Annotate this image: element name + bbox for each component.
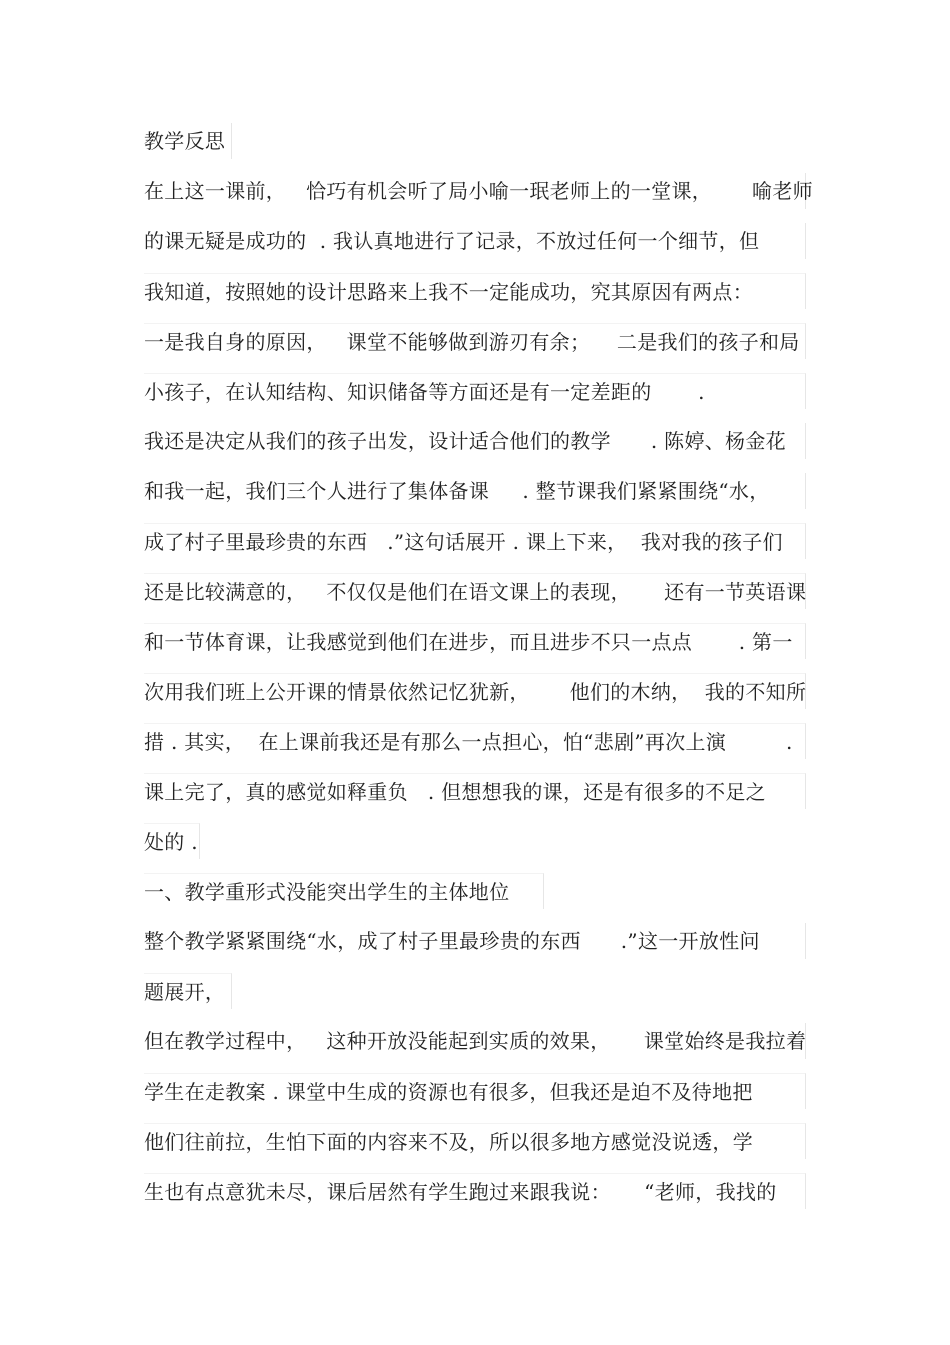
text-line: 我知道，按照她的设计思路来上我不一定能成功，究其原因有两点： (144, 273, 806, 309)
text-line: 措 . 其实， 在上课前我还是有那么一点担心，怕“悲剧”再次上演 . (144, 723, 806, 759)
text-line: 和我一起，我们三个人进行了集体备课 . 整节课我们紧紧围绕“水， (144, 473, 806, 509)
text-line: 在上这一课前， 恰巧有机会听了局小喻一珉老师上的一堂课， 喻老师 (144, 173, 806, 209)
text-line: 课上完了，真的感觉如释重负 . 但想想我的课，还是有很多的不足之 (144, 773, 806, 809)
text-line: 学生在走教案 . 课堂中生成的资源也有很多，但我还是迫不及待地把 (144, 1073, 806, 1109)
text-line: 一是我自身的原因， 课堂不能够做到游刃有余； 二是我们的孩子和局 (144, 323, 806, 359)
text-line: 次用我们班上公开课的情景依然记忆犹新， 他们的木纳， 我的不知所 (144, 673, 806, 709)
text-line: 还是比较满意的， 不仅仅是他们在语文课上的表现， 还有一节英语课 (144, 573, 806, 609)
text-line: 和一节体育课，让我感觉到他们在进步，而且进步不只一点点 . 第一 (144, 623, 806, 659)
text-line: 他们往前拉，生怕下面的内容来不及，所以很多地方感觉没说透，学 (144, 1123, 806, 1159)
text-line: 成了村子里最珍贵的东西 .”这句话展开 . 课上下来， 我对我的孩子们 (144, 523, 806, 559)
text-line: 小孩子，在认知结构、知识储备等方面还是有一定差距的 . (144, 373, 806, 409)
section-heading: 一、教学重形式没能突出学生的主体地位 (144, 873, 544, 909)
text-line: 我还是决定从我们的孩子出发，设计适合他们的教学 . 陈婷、杨金花 (144, 423, 806, 459)
text-line: 处的 . (144, 823, 200, 859)
text-line: 生也有点意犹未尽，课后居然有学生跑过来跟我说： “老师，我找的 (144, 1173, 806, 1209)
text-line: 题展开， (144, 973, 232, 1009)
text-line: 整个教学紧紧围绕“水，成了村子里最珍贵的东西 .”这一开放性问 (144, 923, 806, 959)
document-title: 教学反思 (144, 123, 232, 159)
text-line: 的课无疑是成功的 . 我认真地进行了记录，不放过任何一个细节，但 (144, 223, 806, 259)
text-line: 但在教学过程中， 这种开放没能起到实质的效果， 课堂始终是我拉着 (144, 1023, 806, 1059)
